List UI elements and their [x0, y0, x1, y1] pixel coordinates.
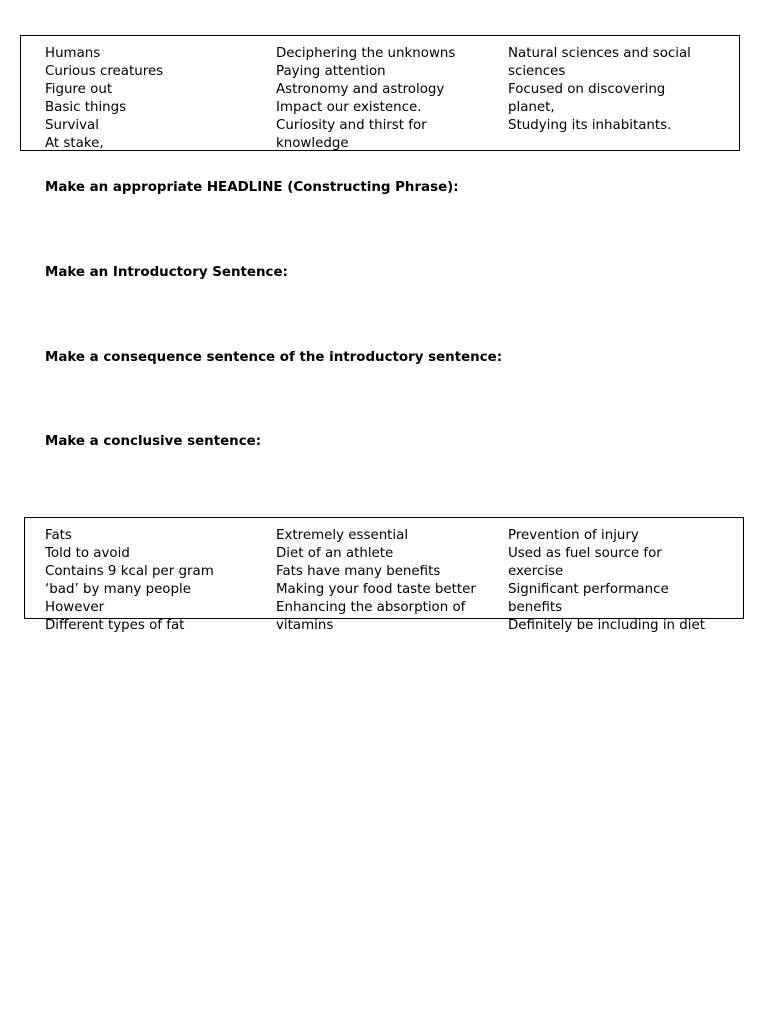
conclusive-sentence-prompt: Make a conclusive sentence:	[45, 434, 262, 449]
word-bank-2-column-1	[45, 527, 265, 635]
word-item: benefits	[508, 600, 563, 615]
word-item: Used as fuel source for	[508, 546, 662, 561]
word-item: vitamins	[276, 618, 334, 633]
consequence-sentence-prompt: Make a consequence sentence of the introductory sentence:	[45, 350, 503, 365]
word-item: Studying its inhabitants.	[508, 118, 672, 133]
word-item: Survival	[45, 118, 99, 133]
word-item: Fats	[45, 528, 72, 543]
word-bank-1-column-2	[276, 45, 501, 153]
word-item: exercise	[508, 564, 564, 579]
word-item: Astronomy and astrology	[276, 82, 445, 97]
word-item: Told to avoid	[45, 546, 130, 561]
word-item: ‘bad’ by many people	[45, 582, 191, 597]
word-item: Significant performance	[508, 582, 669, 597]
word-item: Definitely be including in diet	[508, 618, 705, 633]
word-item: Different types of fat	[45, 618, 185, 633]
word-item: Basic things	[45, 100, 127, 115]
word-item: Enhancing the absorption of	[276, 600, 466, 615]
word-item: Paying attention	[276, 64, 386, 79]
word-bank-1-column-3	[508, 45, 723, 135]
word-item: Fats have many benefits	[276, 564, 441, 579]
word-bank-2-column-3	[508, 527, 740, 635]
word-item: However	[45, 600, 105, 615]
word-bank-box-2	[24, 517, 744, 633]
word-item: Extremely essential	[276, 528, 409, 543]
word-bank-2-column-2	[276, 527, 501, 635]
word-item: At stake,	[45, 136, 104, 151]
word-item: Prevention of injury	[508, 528, 639, 543]
word-item: Curiosity and thirst for	[276, 118, 427, 133]
word-bank-box-1	[20, 35, 740, 151]
word-item: Humans	[45, 46, 101, 61]
word-item: Natural sciences and social	[508, 46, 691, 61]
word-item: planet,	[508, 100, 555, 115]
word-bank-1-column-1	[45, 45, 265, 153]
word-item: Deciphering the unknowns	[276, 46, 456, 61]
word-item: sciences	[508, 64, 566, 79]
headline-prompt: Make an appropriate HEADLINE (Constructing Phrase):	[45, 180, 459, 195]
introductory-sentence-prompt: Make an Introductory Sentence:	[45, 265, 288, 280]
word-item: Focused on discovering	[508, 82, 666, 97]
word-item: Contains 9 kcal per gram	[45, 564, 214, 579]
word-item: Impact our existence.	[276, 100, 422, 115]
word-item: Making your food taste better	[276, 582, 476, 597]
word-item: knowledge	[276, 136, 349, 151]
word-item: Diet of an athlete	[276, 546, 394, 561]
word-item: Curious creatures	[45, 64, 164, 79]
word-item: Figure out	[45, 82, 113, 97]
